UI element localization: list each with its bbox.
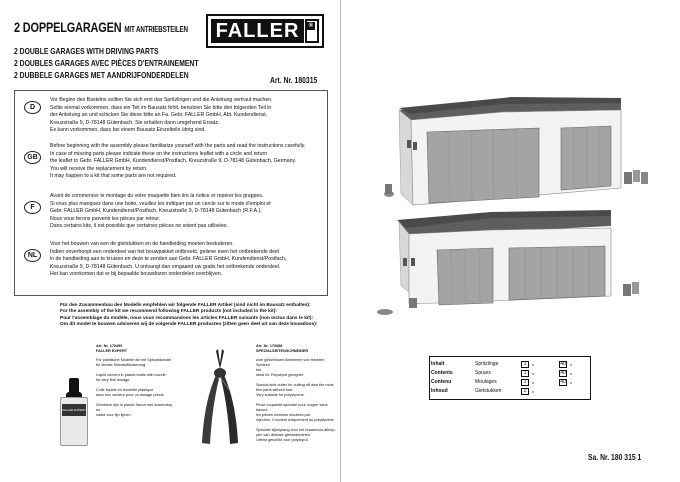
product-glue (96, 344, 176, 418)
subtitle-en: 2 DOUBLE GARAGES WITH DRIVING PARTS (14, 46, 159, 56)
subtitles (14, 45, 245, 81)
text-line: In case of missing parts please indicate these on the instructions leaflet with a circle and return (50, 150, 268, 157)
unit-label: x (570, 380, 572, 385)
lang-badge-fr: F (24, 201, 41, 214)
text-line: avec bec verseur pour un dosage précis. (96, 393, 165, 397)
count-box: 1 (521, 361, 529, 368)
contents-item: Spritzlinge (475, 361, 499, 367)
text-line: Dans certains kits, il est possible que certaines pièces ne soient pas utilisées. (50, 223, 228, 230)
contents-item: Sprues (475, 370, 491, 376)
unit-label: x (532, 380, 534, 385)
product-desc (256, 358, 336, 443)
contents-item: Moulages (475, 379, 497, 385)
unit-label: x (570, 371, 572, 376)
text-line: Kreuzstraße 9, D-78148 Gütenbach. U ontvangt dan omgaand uw gratis het ontbrekende onderdeel. (50, 263, 281, 270)
text-line: Colle liquide en bouteille plastique (96, 388, 154, 392)
text-line: thin parts without burr. (256, 388, 294, 392)
lang-text-de (50, 97, 325, 135)
contents-label: Contenu (431, 379, 452, 385)
lang-badge-gb: GB (24, 151, 41, 164)
contents-item: Gietstukken (475, 388, 502, 394)
text-line: Indien onverhoopt een onderdeel van het bouwpakket ontbreekt, gelieve even het ontbrekende deel (50, 248, 279, 255)
text-line: Kreuzstraße 9, D-78148 Gütenbach. Sie erhalten dann umgehend Ersatz. (50, 119, 220, 126)
contents-label: Contents (431, 370, 453, 376)
count-box: 2 (521, 388, 529, 395)
garage-bottom (377, 210, 639, 315)
text-line: You will receive the replacement by return. (50, 165, 148, 172)
text-line: zum gefahrlosen Abtrennen von feinsten Spritzen (256, 358, 324, 367)
text-line: für feinste Klebstoffdosierung. (96, 363, 147, 367)
lang-text-gb (50, 143, 325, 181)
subtitle-fr: 2 DOUBLES GARAGES AVEC PIÈCES D'ENTRAINEMENT (14, 58, 199, 68)
garage-top (384, 97, 648, 205)
unit-label: x (532, 389, 534, 394)
subtitle-nl: 2 DUBBELE GARAGES MET AANDRIJFONDERDELEN (14, 70, 189, 80)
count-box: 1 (521, 379, 529, 386)
text-line: Het kan voorkomen dat er bij bepaalde bouwdozen onderdelen overblijven. (50, 271, 223, 278)
text-line: Voor het bouwen van een de gietstukken en de handleiding moeten bestuderen. (50, 241, 234, 247)
product-desc (96, 358, 176, 418)
text-line: It may happen to a kit that some parts are not required. (50, 173, 177, 180)
text-line: in de handleiding aan te kruisen en deze te zenden aan Gebr. FALLER GmbH, Kundendienst/Postfach, (50, 256, 287, 263)
text-line: Nous vous ferons parvenir les pièces par retour. (50, 215, 161, 222)
text-line: Für plastische Modelle die mit Spezialkanüle (96, 358, 171, 362)
text-line: Es kann vorkommen, dass bei einem Bausatz Einzelteile übrig sind. (50, 127, 206, 134)
count-box: 1 (521, 370, 529, 377)
text-line: Ideal für Polystyrol geeignet. (256, 373, 304, 377)
side-cutter-image (196, 347, 244, 447)
text-line: Pince coupante spéciale pour couper sans bavure (256, 403, 328, 412)
language-frame (14, 90, 328, 296)
text-line: Special side cutter for cutting off also the most (256, 383, 334, 387)
contents-label: Inhalt (431, 361, 445, 367)
right-page (340, 0, 680, 482)
text-line: Speciale zijkniptang voor het braamloos afknip- (256, 428, 336, 432)
text-line: der Anleitung an und schicken Sie diese bitte an Fa. Gebr. FALLER GmbH, Abt. Kundendienst, (50, 112, 268, 119)
count-box: 40 (560, 361, 566, 367)
product-art-nr: Art. Nr. 170688 (256, 344, 283, 348)
contents-row (431, 378, 591, 387)
sa-number: Sa. Nr. 180 315 1 (588, 452, 642, 462)
bottle-label: FALLER EXPERT (62, 404, 86, 416)
unit-label: x (532, 362, 534, 367)
glue-bottle-image (60, 378, 88, 446)
text-line: Für den Zusammenbau des Modells empfehlen wir folgende FALLER Artikel (sind nicht im Bausatz enthalten): (60, 303, 311, 308)
text-line: Gebr. FALLER GmbH, Kundendienst/Postfach, Kreuzstraße 9, D-78148 Gütenbach (R.F.A.). (50, 208, 262, 215)
text-line: Om dit model te bouwen adviseren wij de volgende FALLER producten (zitten geen deel uit van deze bouwdoos): (60, 322, 318, 328)
lang-badge-nl: NL (24, 249, 41, 262)
text-line: for very fine dosage. (96, 378, 131, 382)
text-line: Sollte einmal vorkommen, dass ein Teil im Bausatz fehlt, benutzen Sie bitte den folgenden Teil in (50, 104, 272, 111)
text-line: Before beginning with the assembly please familiarize yourself with the parts and read the instructions carefully. (50, 143, 306, 149)
text-line: bei. (256, 368, 263, 372)
text-line: Avant de commencer le montage du votre maquette bien lire la notice et repérer les grappes. (50, 193, 264, 199)
unit-label: x (532, 371, 534, 376)
product-name: FALLER EXPERT (96, 349, 128, 353)
text-line: Uiterst geschikt voor polystyrol. (256, 438, 309, 442)
contents-row (431, 360, 591, 369)
contents-label: Inhoud (431, 388, 448, 394)
product-name: SPEZIALSEITENSCHNEIDER (256, 349, 309, 353)
lang-text-nl (50, 241, 325, 279)
text-line: Vloeibare lijm in plastic flacon met doseerdop en (96, 403, 173, 412)
product-cutter (256, 344, 336, 443)
text-line: Vor Beginn des Bastelns sollten Sie sich erst das Spritzlingen und die Anleitung vertraut machen. (50, 97, 273, 103)
trademark-icon: ® (308, 23, 314, 29)
contents-row (431, 369, 591, 378)
text-line: injection. Convient uniquement au polystyrène. (256, 418, 335, 422)
count-box: 40 (560, 370, 566, 376)
lang-text-fr (50, 193, 325, 231)
faller-logo (206, 14, 324, 48)
text-line: Liquid cement in plastic bottle with nozzle (96, 373, 166, 377)
contents-row (431, 387, 591, 396)
recommendation-text (60, 303, 342, 329)
text-line: Very suitable for polystyrene. (256, 393, 305, 397)
page-title (14, 19, 188, 35)
title-text: 2 DOPPELGARAGEN (14, 19, 122, 35)
text-line: les pièces minimes moulées par (256, 413, 311, 417)
text-line: For the assembly of the kit we recommend following FALLER products (not included in the kit): (60, 309, 277, 315)
count-box: 40 (560, 379, 566, 385)
text-line: the leaflet to Gebr. FALLER GmbH, Kundendienst/Postfach, Kreuzstraße 9, D-78148 Gütenbach, Germany. (50, 158, 297, 165)
text-line: Si vous plus manquez dans une boite, veuillez les indiquer par un cercle sur le mode d'emploi et (50, 200, 271, 207)
article-number: Art. Nr. 180315 (270, 75, 318, 85)
text-line: naald voor fijn lijmen. (96, 413, 132, 417)
lang-badge-de: D (24, 101, 41, 114)
title-suffix: MIT ANTRIEBSTEILEN (124, 25, 188, 34)
product-art-nr: Art. Nr. 170490 (96, 344, 123, 348)
text-line: Pour l'assemblage du modèle, nous vous recommandons les articles FALLER suivants (non inclus dans le kit): (60, 315, 314, 321)
brand-name: FALLER (211, 19, 304, 43)
garage-illustration (341, 0, 680, 340)
unit-label: x (570, 362, 572, 367)
logo-box (305, 19, 319, 43)
text-line: pen van delicate gietonderdelen. (256, 433, 311, 437)
